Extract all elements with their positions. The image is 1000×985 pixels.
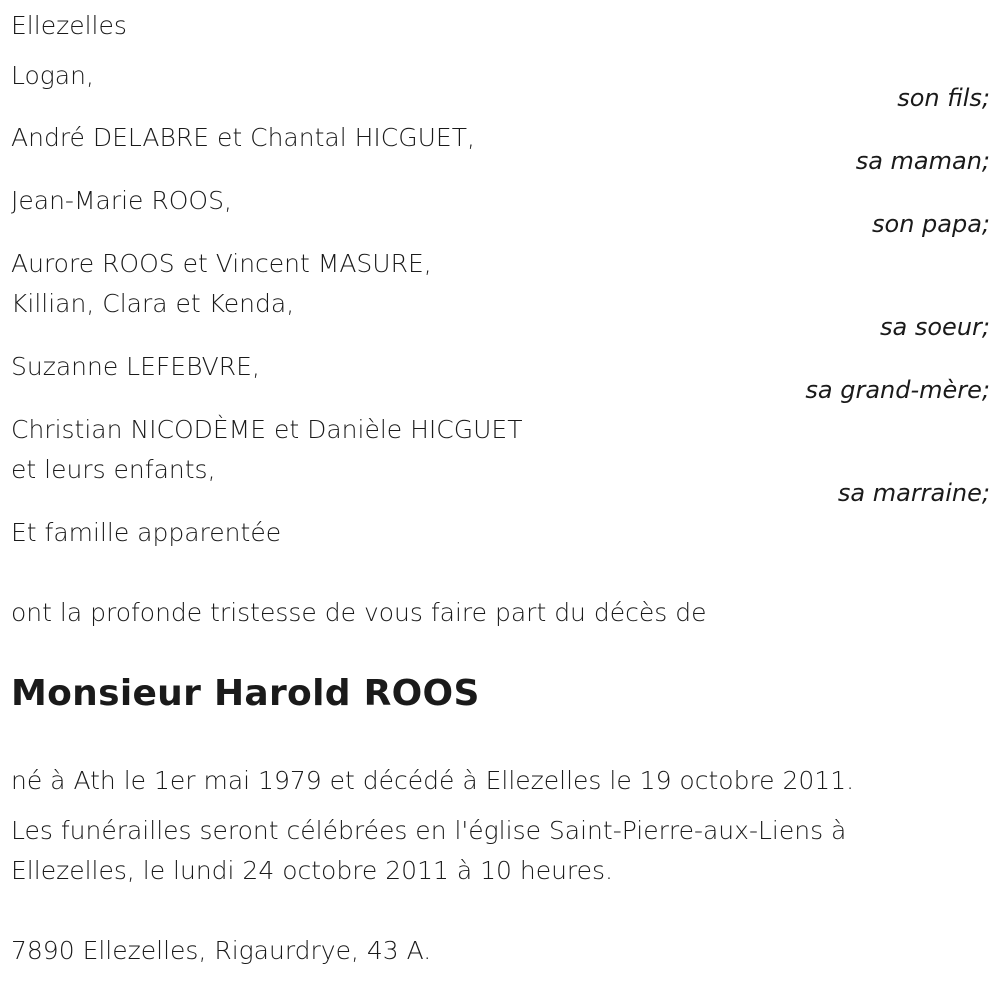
place-header: Ellezelles: [11, 11, 127, 40]
family-member-name: et leurs enfants,: [11, 455, 216, 484]
family-member-name: Killian, Clara et Kenda,: [11, 289, 295, 318]
family-relation: sa soeur;: [880, 313, 990, 341]
address-text: 7890 Ellezelles, Rigaurdrye, 43 A.: [11, 936, 432, 965]
announcement-text: ont la profonde tristesse de vous faire part du décès de: [11, 598, 707, 627]
deceased-name: Monsieur Harold ROOS: [11, 673, 480, 714]
family-member-name: André DELABRE et Chantal HICGUET,: [11, 123, 475, 152]
family-relation: son fils;: [897, 84, 990, 112]
family-member-name: Aurore ROOS et Vincent MASURE,: [11, 249, 432, 278]
family-member-name: Jean-Marie ROOS,: [11, 186, 232, 215]
birth-death-text: né à Ath le 1er mai 1979 et décédé à Ellezelles le 19 octobre 2011.: [11, 766, 855, 795]
family-member-name: Logan,: [11, 61, 94, 90]
funeral-text: Les funérailles seront célébrées en l'église Saint-Pierre-aux-Liens à: [11, 816, 847, 845]
family-relation: sa marraine;: [837, 479, 990, 507]
family-member-name: Suzanne LEFEBVRE,: [11, 352, 260, 381]
family-relation: sa grand-mère;: [805, 376, 990, 404]
extended-family: Et famille apparentée: [11, 518, 282, 547]
family-relation: sa maman;: [855, 147, 990, 175]
family-member-name: Christian NICODÈME et Danièle HICGUET: [11, 415, 523, 444]
family-relation: son papa;: [872, 210, 990, 238]
funeral-text: Ellezelles, le lundi 24 octobre 2011 à 10 heures.: [11, 856, 614, 885]
